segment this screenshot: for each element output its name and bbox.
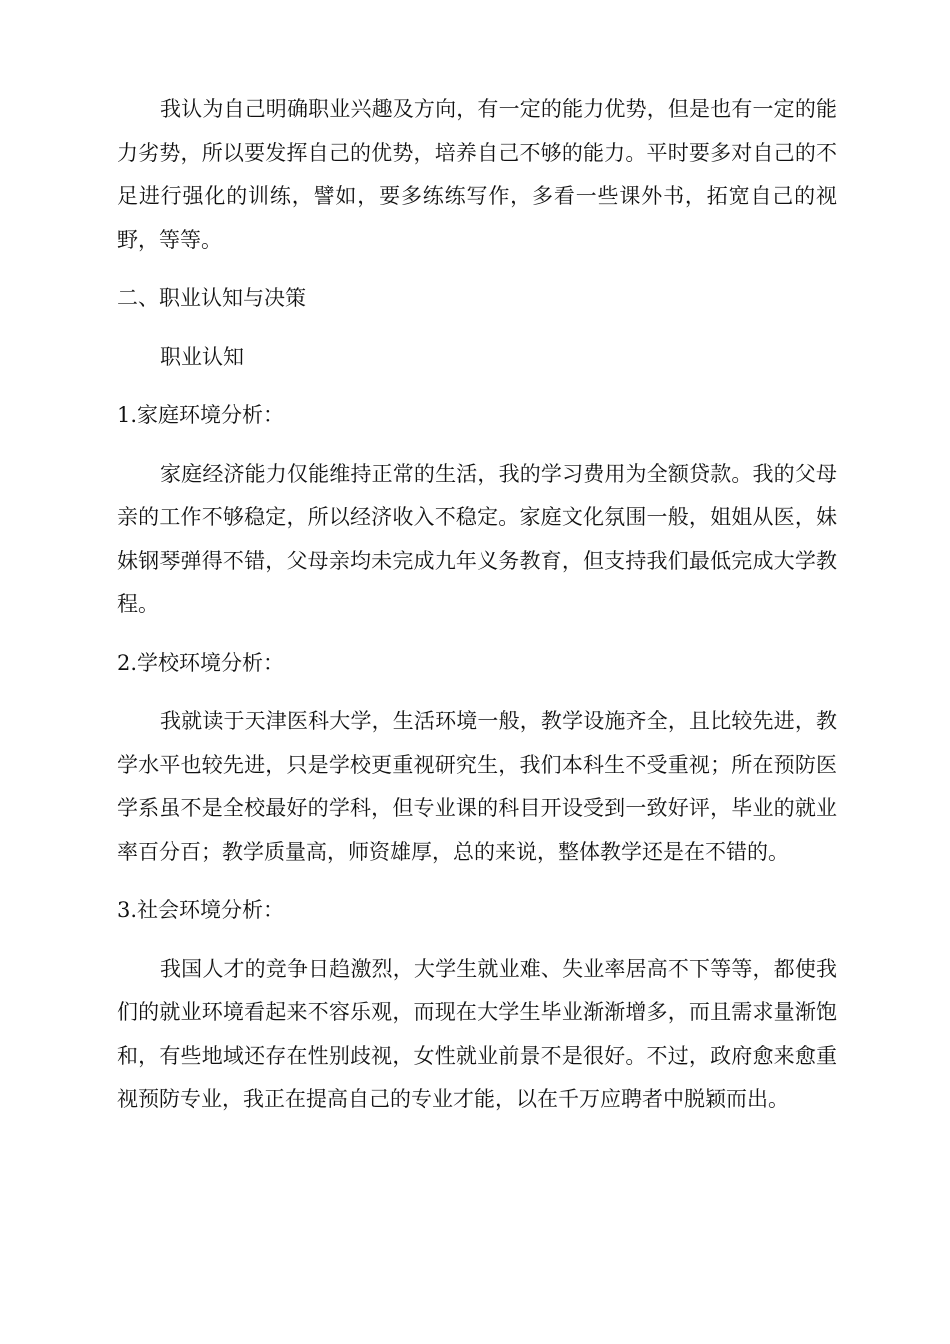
section-title-social-environment: 3.社会环境分析： xyxy=(117,898,285,922)
section-title-school-environment: 2.学校环境分析： xyxy=(117,650,285,675)
subheading-career-cognition: 职业认知 xyxy=(160,344,244,369)
section-title-family-environment: 1.家庭环境分析： xyxy=(117,403,285,427)
document-body xyxy=(117,88,837,1122)
paragraph-school-environment: 我就读于天津医科大学，生活环境一般，教学设施齐全，且比较先进，教学水平也较先进，只是学校更重视研究生，我们本科生不受重视；所在预防医学系虽不是全校最好的学科，但专业课的科目开设受到一致好评，毕业的就业率百分百；教学质量高，师资雄厚，总的来说，整体教学还是在不错的。 xyxy=(117,709,837,864)
section-heading-career-cognition: 二、职业认知与决策 xyxy=(117,286,306,310)
paragraph-self-assessment: 我认为自己明确职业兴趣及方向，有一定的能力优势，但是也有一定的能力劣势，所以要发挥自己的优势，培养自己不够的能力。平时要多对自己的不足进行强化的训练，譬如，要多练练写作，多看一些课外书，拓宽自己的视野，等等。 xyxy=(117,97,837,252)
paragraph-social-environment: 我国人才的竞争日趋激烈，大学生就业难、失业率居高不下等等，都使我们的就业环境看起来不容乐观，而现在大学生毕业渐渐增多，而且需求量渐饱和，有些地域还存在性别歧视，女性就业前景不是很好。不过，政府愈来愈重视预防专业，我正在提高自己的专业才能，以在千万应聘者中脱颖而出。 xyxy=(117,956,837,1111)
paragraph-family-environment: 家庭经济能力仅能维持正常的生活，我的学习费用为全额贷款。我的父母亲的工作不够稳定，所以经济收入不稳定。家庭文化氛围一般，姐姐从医，妹妹钢琴弹得不错，父母亲均未完成九年义务教育，但支持我们最低完成大学教程。 xyxy=(117,461,837,616)
